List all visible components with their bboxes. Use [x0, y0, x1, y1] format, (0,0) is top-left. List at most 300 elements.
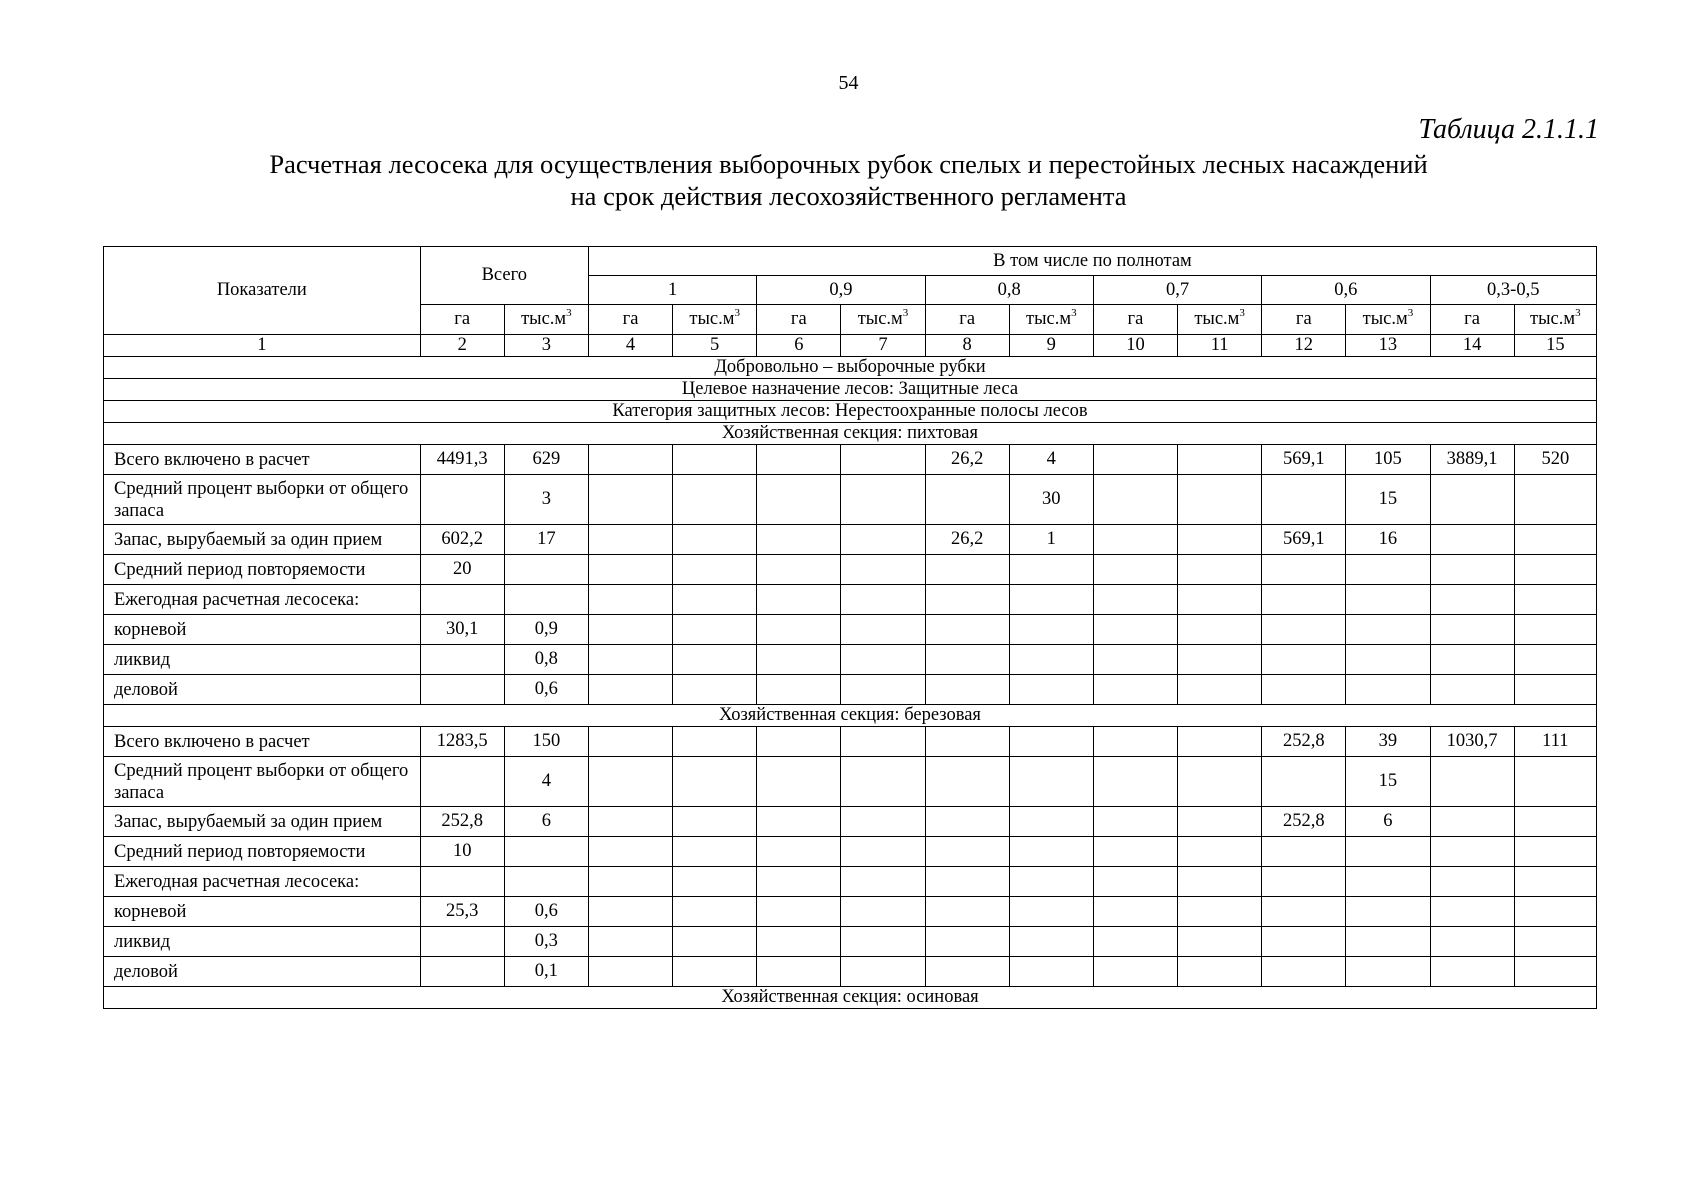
- table-cell: [841, 475, 925, 525]
- header-density: 0,8: [925, 276, 1093, 305]
- unit-thousand-m3: [1514, 305, 1596, 335]
- table-cell: [673, 927, 757, 957]
- section-row: [104, 357, 1597, 379]
- unit-ha-label: га: [622, 309, 639, 329]
- table-cell: [1093, 957, 1177, 987]
- header-density: 0,3-0,5: [1430, 276, 1597, 305]
- table-cell: [757, 837, 841, 867]
- table-cell: [1346, 927, 1430, 957]
- unit-m3-superscript: 3: [1407, 307, 1414, 319]
- row-label: Средний процент выборки от общего запаса: [104, 757, 421, 807]
- table-cell: [841, 927, 925, 957]
- header-including-by-density: В том числе по полнотам: [588, 247, 1596, 276]
- table-row: [104, 807, 1597, 837]
- table-cell: [757, 957, 841, 987]
- unit-ha-label: га: [959, 309, 976, 329]
- table-cell: [1430, 897, 1514, 927]
- table-cell: [1178, 675, 1262, 705]
- table-cell: 569,1: [1262, 445, 1346, 475]
- table-cell: [1093, 615, 1177, 645]
- table-cell: 0,9: [504, 615, 588, 645]
- table-cell: [1514, 837, 1596, 867]
- table-cell: 3889,1: [1430, 445, 1514, 475]
- table-cell: 10: [420, 837, 504, 867]
- table-cell: 0,1: [504, 957, 588, 987]
- table-cell: [1093, 555, 1177, 585]
- table-cell: [1178, 585, 1262, 615]
- table-cell: [1093, 525, 1177, 555]
- table-cell: 6: [1346, 807, 1430, 837]
- table-body: [104, 247, 1597, 1009]
- table-cell: [588, 555, 672, 585]
- table-cell: 25,3: [420, 897, 504, 927]
- table-cell: [1178, 445, 1262, 475]
- table-cell: [673, 475, 757, 525]
- table-cell: [673, 675, 757, 705]
- table-cell: [841, 957, 925, 987]
- table-cell: 1030,7: [1430, 727, 1514, 757]
- section-title: Хозяйственная секция: осиновая: [104, 987, 1597, 1009]
- table-cell: [673, 585, 757, 615]
- table-cell: [757, 645, 841, 675]
- table-cell: [1262, 555, 1346, 585]
- row-label: деловой: [104, 957, 421, 987]
- table-cell: [1009, 957, 1093, 987]
- table-cell: [588, 475, 672, 525]
- table-cell: [1093, 445, 1177, 475]
- row-label: Средний период повторяемости: [104, 837, 421, 867]
- unit-m3-label: тыс.м: [521, 309, 567, 329]
- table-row: [104, 867, 1597, 897]
- table-cell: [588, 585, 672, 615]
- table-cell: [757, 555, 841, 585]
- table-cell: 1: [1009, 525, 1093, 555]
- table-cell: [1178, 897, 1262, 927]
- column-number: 7: [841, 335, 925, 357]
- table-cell: [588, 957, 672, 987]
- table-cell: [588, 897, 672, 927]
- title-line-2: на срок действия лесохозяйственного регламента: [570, 181, 1127, 211]
- table-cell: [757, 927, 841, 957]
- table-row: [104, 645, 1597, 675]
- table-cell: 0,3: [504, 927, 588, 957]
- table-cell: [1430, 957, 1514, 987]
- table-cell: 252,8: [1262, 807, 1346, 837]
- cut-type-line: Добровольно – выборочные рубки: [104, 357, 1597, 379]
- table-cell: [841, 897, 925, 927]
- table-row: [104, 615, 1597, 645]
- table-cell: [757, 867, 841, 897]
- column-number: 6: [757, 335, 841, 357]
- table-row: [104, 757, 1597, 807]
- table-cell: [1178, 867, 1262, 897]
- table-cell: [1178, 927, 1262, 957]
- unit-ha: [420, 305, 504, 335]
- table-cell: [925, 807, 1009, 837]
- table-cell: [1093, 727, 1177, 757]
- table-cell: [841, 585, 925, 615]
- table-cell: [420, 927, 504, 957]
- table-cell: 39: [1346, 727, 1430, 757]
- header-density: 0,7: [1093, 276, 1261, 305]
- column-number: 11: [1178, 335, 1262, 357]
- column-number: 4: [588, 335, 672, 357]
- table-cell: 4: [504, 757, 588, 807]
- table-cell: 520: [1514, 445, 1596, 475]
- section-row: [104, 379, 1597, 401]
- table-cell: [1009, 675, 1093, 705]
- table-cell: [1009, 585, 1093, 615]
- table-cell: [673, 837, 757, 867]
- table-cell: 15: [1346, 757, 1430, 807]
- row-label: Ежегодная расчетная лесосека:: [104, 585, 421, 615]
- table-cell: [588, 525, 672, 555]
- table-row: [104, 445, 1597, 475]
- table-cell: [1514, 757, 1596, 807]
- table-cell: [1430, 645, 1514, 675]
- table-cell: [925, 897, 1009, 927]
- row-label: ликвид: [104, 927, 421, 957]
- table-cell: [1262, 867, 1346, 897]
- row-label: Средний период повторяемости: [104, 555, 421, 585]
- table-cell: [1430, 837, 1514, 867]
- table-cell: [588, 867, 672, 897]
- table-cell: [925, 675, 1009, 705]
- header-indicators: Показатели: [104, 247, 421, 335]
- cutting-area-table: [103, 246, 1597, 1009]
- unit-m3-superscript: 3: [1575, 307, 1581, 319]
- row-label: Средний процент выборки от общего запаса: [104, 475, 421, 525]
- table-cell: [1009, 927, 1093, 957]
- unit-ha-label: га: [790, 309, 807, 329]
- unit-m3-label: тыс.м: [1362, 309, 1408, 329]
- table-cell: [588, 757, 672, 807]
- table-cell: [757, 675, 841, 705]
- table-cell: [1262, 615, 1346, 645]
- unit-m3-label: тыс.м: [1530, 309, 1576, 329]
- table-cell: [1430, 675, 1514, 705]
- table-cell: [1093, 897, 1177, 927]
- header-total: Всего: [420, 247, 588, 305]
- table-cell: [1514, 897, 1596, 927]
- table-cell: [1430, 615, 1514, 645]
- table-cell: [1262, 957, 1346, 987]
- table-cell: [757, 897, 841, 927]
- table-cell: 629: [504, 445, 588, 475]
- document-title: [0, 148, 1697, 212]
- row-label: Всего включено в расчет: [104, 727, 421, 757]
- header-density: 0,9: [757, 276, 925, 305]
- section-row: [104, 987, 1597, 1009]
- table-cell: [841, 757, 925, 807]
- table-cell: [1346, 645, 1430, 675]
- table-cell: [1514, 585, 1596, 615]
- table-cell: 30: [1009, 475, 1093, 525]
- table-cell: 26,2: [925, 445, 1009, 475]
- table-cell: [504, 585, 588, 615]
- table-row: [104, 675, 1597, 705]
- unit-ha-label: га: [1464, 309, 1480, 329]
- table-cell: [504, 867, 588, 897]
- section-row: [104, 705, 1597, 727]
- unit-m3-label: тыс.м: [689, 309, 735, 329]
- table-cell: [1514, 675, 1596, 705]
- table-cell: [1262, 675, 1346, 705]
- table-cell: [673, 897, 757, 927]
- table-cell: [757, 475, 841, 525]
- unit-m3-superscript: 3: [902, 307, 909, 319]
- table-row: [104, 957, 1597, 987]
- unit-ha: [925, 305, 1009, 335]
- table-cell: [925, 927, 1009, 957]
- unit-thousand-m3: [1009, 305, 1093, 335]
- table-cell: [1093, 675, 1177, 705]
- unit-m3-superscript: 3: [566, 307, 572, 319]
- unit-ha: [757, 305, 841, 335]
- row-label: корневой: [104, 615, 421, 645]
- table-cell: [925, 585, 1009, 615]
- table-cell: [1262, 475, 1346, 525]
- table-cell: [1514, 927, 1596, 957]
- table-cell: 0,6: [504, 675, 588, 705]
- table-cell: 105: [1346, 445, 1430, 475]
- table-cell: [925, 957, 1009, 987]
- table-cell: [420, 957, 504, 987]
- table-cell: [504, 555, 588, 585]
- table-cell: [420, 757, 504, 807]
- header-row-1: [104, 247, 1597, 276]
- table-cell: [1009, 897, 1093, 927]
- table-cell: [673, 727, 757, 757]
- table-cell: [841, 837, 925, 867]
- row-label: Запас, вырубаемый за один прием: [104, 807, 421, 837]
- table-cell: [841, 555, 925, 585]
- column-number: 2: [420, 335, 504, 357]
- unit-thousand-m3: [1178, 305, 1262, 335]
- table-cell: 252,8: [1262, 727, 1346, 757]
- table-cell: 602,2: [420, 525, 504, 555]
- table-cell: [1178, 807, 1262, 837]
- table-cell: [1093, 837, 1177, 867]
- unit-ha-label: га: [454, 309, 471, 329]
- table-cell: [1346, 585, 1430, 615]
- table-cell: 17: [504, 525, 588, 555]
- table-cell: [1178, 757, 1262, 807]
- table-cell: [588, 927, 672, 957]
- table-cell: [1430, 757, 1514, 807]
- table-cell: [1178, 727, 1262, 757]
- section-row: [104, 423, 1597, 445]
- header-density: 0,6: [1262, 276, 1430, 305]
- table-cell: [1514, 807, 1596, 837]
- table-cell: [1009, 807, 1093, 837]
- table-cell: [925, 867, 1009, 897]
- table-cell: [1178, 957, 1262, 987]
- table-cell: [420, 675, 504, 705]
- table-cell: [925, 475, 1009, 525]
- table-cell: [841, 525, 925, 555]
- table-cell: [1093, 645, 1177, 675]
- table-cell: [1009, 615, 1093, 645]
- table-cell: [588, 837, 672, 867]
- table-cell: 26,2: [925, 525, 1009, 555]
- table-cell: [673, 957, 757, 987]
- table-cell: [1514, 867, 1596, 897]
- table-cell: [1430, 555, 1514, 585]
- table-cell: [1262, 585, 1346, 615]
- table-cell: [673, 807, 757, 837]
- page-number: 54: [838, 72, 859, 94]
- table-cell: [420, 645, 504, 675]
- table-cell: [925, 645, 1009, 675]
- table-cell: [1346, 897, 1430, 927]
- table-cell: [1178, 525, 1262, 555]
- unit-m3-label: тыс.м: [1194, 309, 1240, 329]
- row-label: корневой: [104, 897, 421, 927]
- column-number: 1: [104, 335, 421, 357]
- section-title: Хозяйственная секция: березовая: [104, 705, 1597, 727]
- table-cell: [1430, 475, 1514, 525]
- table-cell: [1514, 475, 1596, 525]
- table-cell: [1430, 585, 1514, 615]
- table-cell: [841, 727, 925, 757]
- table-row: [104, 585, 1597, 615]
- unit-m3-label: тыс.м: [857, 309, 903, 329]
- table-cell: [757, 757, 841, 807]
- column-number: 5: [673, 335, 757, 357]
- table-cell: [1009, 757, 1093, 807]
- table-cell: [1009, 727, 1093, 757]
- table-cell: [841, 807, 925, 837]
- table-cell: [1009, 867, 1093, 897]
- table-cell: [1346, 555, 1430, 585]
- table-cell: [757, 615, 841, 645]
- row-label: деловой: [104, 675, 421, 705]
- unit-m3-label: тыс.м: [1026, 309, 1072, 329]
- column-number: 9: [1009, 335, 1093, 357]
- table-cell: [420, 585, 504, 615]
- table-cell: [841, 615, 925, 645]
- table-cell: [1178, 555, 1262, 585]
- unit-thousand-m3: [673, 305, 757, 335]
- table-cell: [673, 445, 757, 475]
- table-cell: [588, 675, 672, 705]
- table-cell: 252,8: [420, 807, 504, 837]
- table-row: [104, 897, 1597, 927]
- table-cell: [1093, 475, 1177, 525]
- table-cell: [1262, 897, 1346, 927]
- unit-ha: [1262, 305, 1346, 335]
- table-row: [104, 837, 1597, 867]
- table-cell: [1430, 867, 1514, 897]
- table-cell: [1178, 645, 1262, 675]
- table-cell: [1009, 645, 1093, 675]
- table-cell: [841, 445, 925, 475]
- table-cell: [588, 445, 672, 475]
- section-row: [104, 401, 1597, 423]
- unit-ha-label: га: [1295, 309, 1312, 329]
- row-label: Ежегодная расчетная лесосека:: [104, 867, 421, 897]
- row-label: Всего включено в расчет: [104, 445, 421, 475]
- table-cell: 111: [1514, 727, 1596, 757]
- table-cell: [757, 807, 841, 837]
- table-cell: [588, 727, 672, 757]
- column-number: 8: [925, 335, 1009, 357]
- table-cell: [1514, 555, 1596, 585]
- header-row-column-numbers: [104, 335, 1597, 357]
- unit-thousand-m3: [841, 305, 925, 335]
- table-cell: [1346, 867, 1430, 897]
- unit-thousand-m3: [504, 305, 588, 335]
- table-cell: [1262, 757, 1346, 807]
- unit-ha: [588, 305, 672, 335]
- table-cell: [588, 645, 672, 675]
- table-cell: [1346, 837, 1430, 867]
- table-row: [104, 555, 1597, 585]
- table-cell: [420, 475, 504, 525]
- table-cell: 30,1: [420, 615, 504, 645]
- table-cell: [757, 525, 841, 555]
- table-cell: [1262, 837, 1346, 867]
- table-cell: [757, 445, 841, 475]
- unit-m3-superscript: 3: [1071, 307, 1077, 319]
- table-cell: [1262, 927, 1346, 957]
- unit-ha-label: га: [1127, 309, 1144, 329]
- forest-category-line: Категория защитных лесов: Нерестоохранные полосы лесов: [104, 401, 1597, 423]
- table-cell: 16: [1346, 525, 1430, 555]
- table-cell: [1346, 675, 1430, 705]
- unit-thousand-m3: [1346, 305, 1430, 335]
- table-cell: 15: [1346, 475, 1430, 525]
- table-cell: [673, 645, 757, 675]
- column-number: 12: [1262, 335, 1346, 357]
- table-cell: [925, 615, 1009, 645]
- table-cell: [1430, 927, 1514, 957]
- table-row: [104, 927, 1597, 957]
- table-cell: [1514, 525, 1596, 555]
- table-cell: [1178, 475, 1262, 525]
- table-cell: [1009, 555, 1093, 585]
- table-row: [104, 525, 1597, 555]
- table-cell: [1093, 927, 1177, 957]
- column-number: 3: [504, 335, 588, 357]
- table-cell: [673, 867, 757, 897]
- table-cell: [1430, 525, 1514, 555]
- table-cell: [673, 555, 757, 585]
- table-cell: 0,8: [504, 645, 588, 675]
- table-cell: [504, 837, 588, 867]
- table-cell: [1514, 645, 1596, 675]
- table-cell: [925, 727, 1009, 757]
- table-cell: [673, 757, 757, 807]
- unit-ha: [1093, 305, 1177, 335]
- table-cell: [841, 675, 925, 705]
- header-density: 1: [588, 276, 756, 305]
- column-number: 14: [1430, 335, 1514, 357]
- table-cell: [1093, 757, 1177, 807]
- table-cell: [925, 555, 1009, 585]
- table-cell: [1093, 585, 1177, 615]
- table-cell: [925, 757, 1009, 807]
- section-title: Хозяйственная секция: пихтовая: [104, 423, 1597, 445]
- unit-m3-superscript: 3: [1239, 307, 1245, 319]
- table-cell: [841, 645, 925, 675]
- column-number: 13: [1346, 335, 1430, 357]
- row-label: Запас, вырубаемый за один прием: [104, 525, 421, 555]
- table-cell: [757, 727, 841, 757]
- table-cell: [588, 807, 672, 837]
- table-cell: [1346, 615, 1430, 645]
